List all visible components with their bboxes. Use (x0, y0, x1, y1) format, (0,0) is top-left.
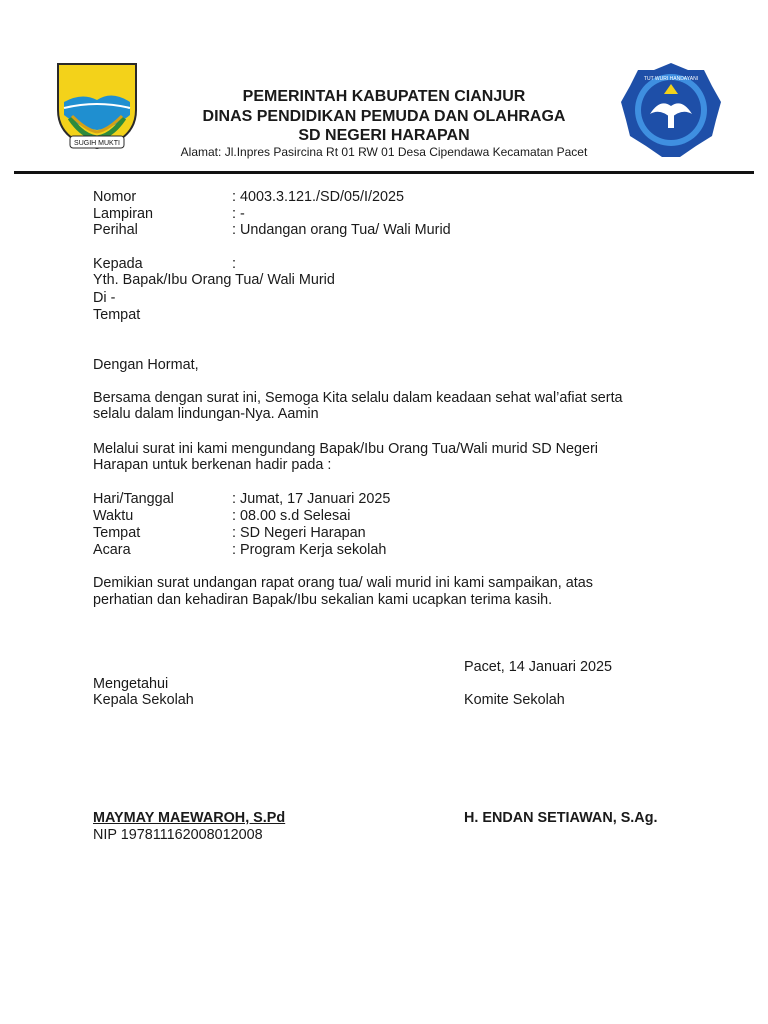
paragraph-2-line-2: Harapan untuk berkenan hadir pada : (93, 457, 332, 473)
meta-value-lampiran: : - (232, 206, 245, 222)
event-label-place: Tempat (93, 525, 141, 541)
event-value-agenda: : Program Kerja sekolah (232, 542, 387, 558)
meta-value-perihal: : Undangan orang Tua/ Wali Murid (232, 222, 451, 238)
paragraph-1-line-1: Bersama dengan surat ini, Semoga Kita selalu dalam keadaan sehat wal’afiat serta (93, 390, 623, 406)
recipient-line-3: Tempat (93, 307, 141, 323)
greeting: Dengan Hormat, (93, 357, 199, 373)
meta-label-lampiran: Lampiran (93, 206, 153, 222)
tut-wuri-handayani-logo (620, 62, 722, 158)
event-label-date: Hari/Tanggal (93, 491, 174, 507)
school-address: Alamat: Jl.Inpres Pasircina Rt 01 RW 01 Desa Cipendawa Kecamatan Pacet (180, 145, 588, 159)
principal-nip: NIP 197811162008012008 (93, 827, 263, 843)
letterhead-divider (14, 171, 754, 174)
kabupaten-cianjur-logo (52, 60, 142, 152)
paragraph-3-line-2: perhatian dan kehadiran Bapak/Ibu sekalian kami ucapkan terima kasih. (93, 592, 553, 608)
place-date: Pacet, 14 Januari 2025 (464, 659, 613, 675)
meta-value-nomor: : 4003.3.121./SD/05/I/2025 (232, 189, 405, 205)
paragraph-1-line-2: selalu dalam lindungan-Nya. Aamin (93, 406, 319, 422)
signature-right-title: Komite Sekolah (464, 692, 565, 708)
paragraph-3-line-1: Demikian surat undangan rapat orang tua/ wali murid ini kami sampaikan, atas (93, 575, 593, 591)
meta-label-nomor: Nomor (93, 189, 137, 205)
government-name: PEMERINTAH KABUPATEN CIANJUR (242, 88, 526, 105)
event-label-agenda: Acara (93, 542, 131, 558)
event-value-time: : 08.00 s.d Selesai (232, 508, 351, 524)
department-name: DINAS PENDIDIKAN PEMUDA DAN OLAHRAGA (202, 108, 566, 125)
signature-left-line-2: Kepala Sekolah (93, 692, 194, 708)
school-name: SD NEGERI HARAPAN (298, 127, 470, 144)
left-logo-motto: SUGIH MUKTI (74, 140, 120, 147)
committee-name: H. ENDAN SETIAWAN, S.Ag. (464, 810, 658, 826)
event-value-date: : Jumat, 17 Januari 2025 (232, 491, 391, 507)
principal-name: MAYMAY MAEWAROH, S.Pd (93, 810, 286, 826)
event-label-time: Waktu (93, 508, 134, 524)
signature-left-line-1: Mengetahui (93, 676, 169, 692)
right-logo-motto: TUT WURI HANDAYANI (643, 76, 699, 82)
recipient-line-1: Yth. Bapak/Ibu Orang Tua/ Wali Murid (93, 272, 335, 288)
recipient-line-2: Di - (93, 290, 116, 306)
recipient-kepada-label: Kepada (93, 256, 143, 272)
event-value-place: : SD Negeri Harapan (232, 525, 366, 541)
recipient-kepada-colon: : (232, 256, 236, 272)
paragraph-2-line-1: Melalui surat ini kami mengundang Bapak/Ibu Orang Tua/Wali murid SD Negeri (93, 441, 598, 457)
meta-label-perihal: Perihal (93, 222, 138, 238)
